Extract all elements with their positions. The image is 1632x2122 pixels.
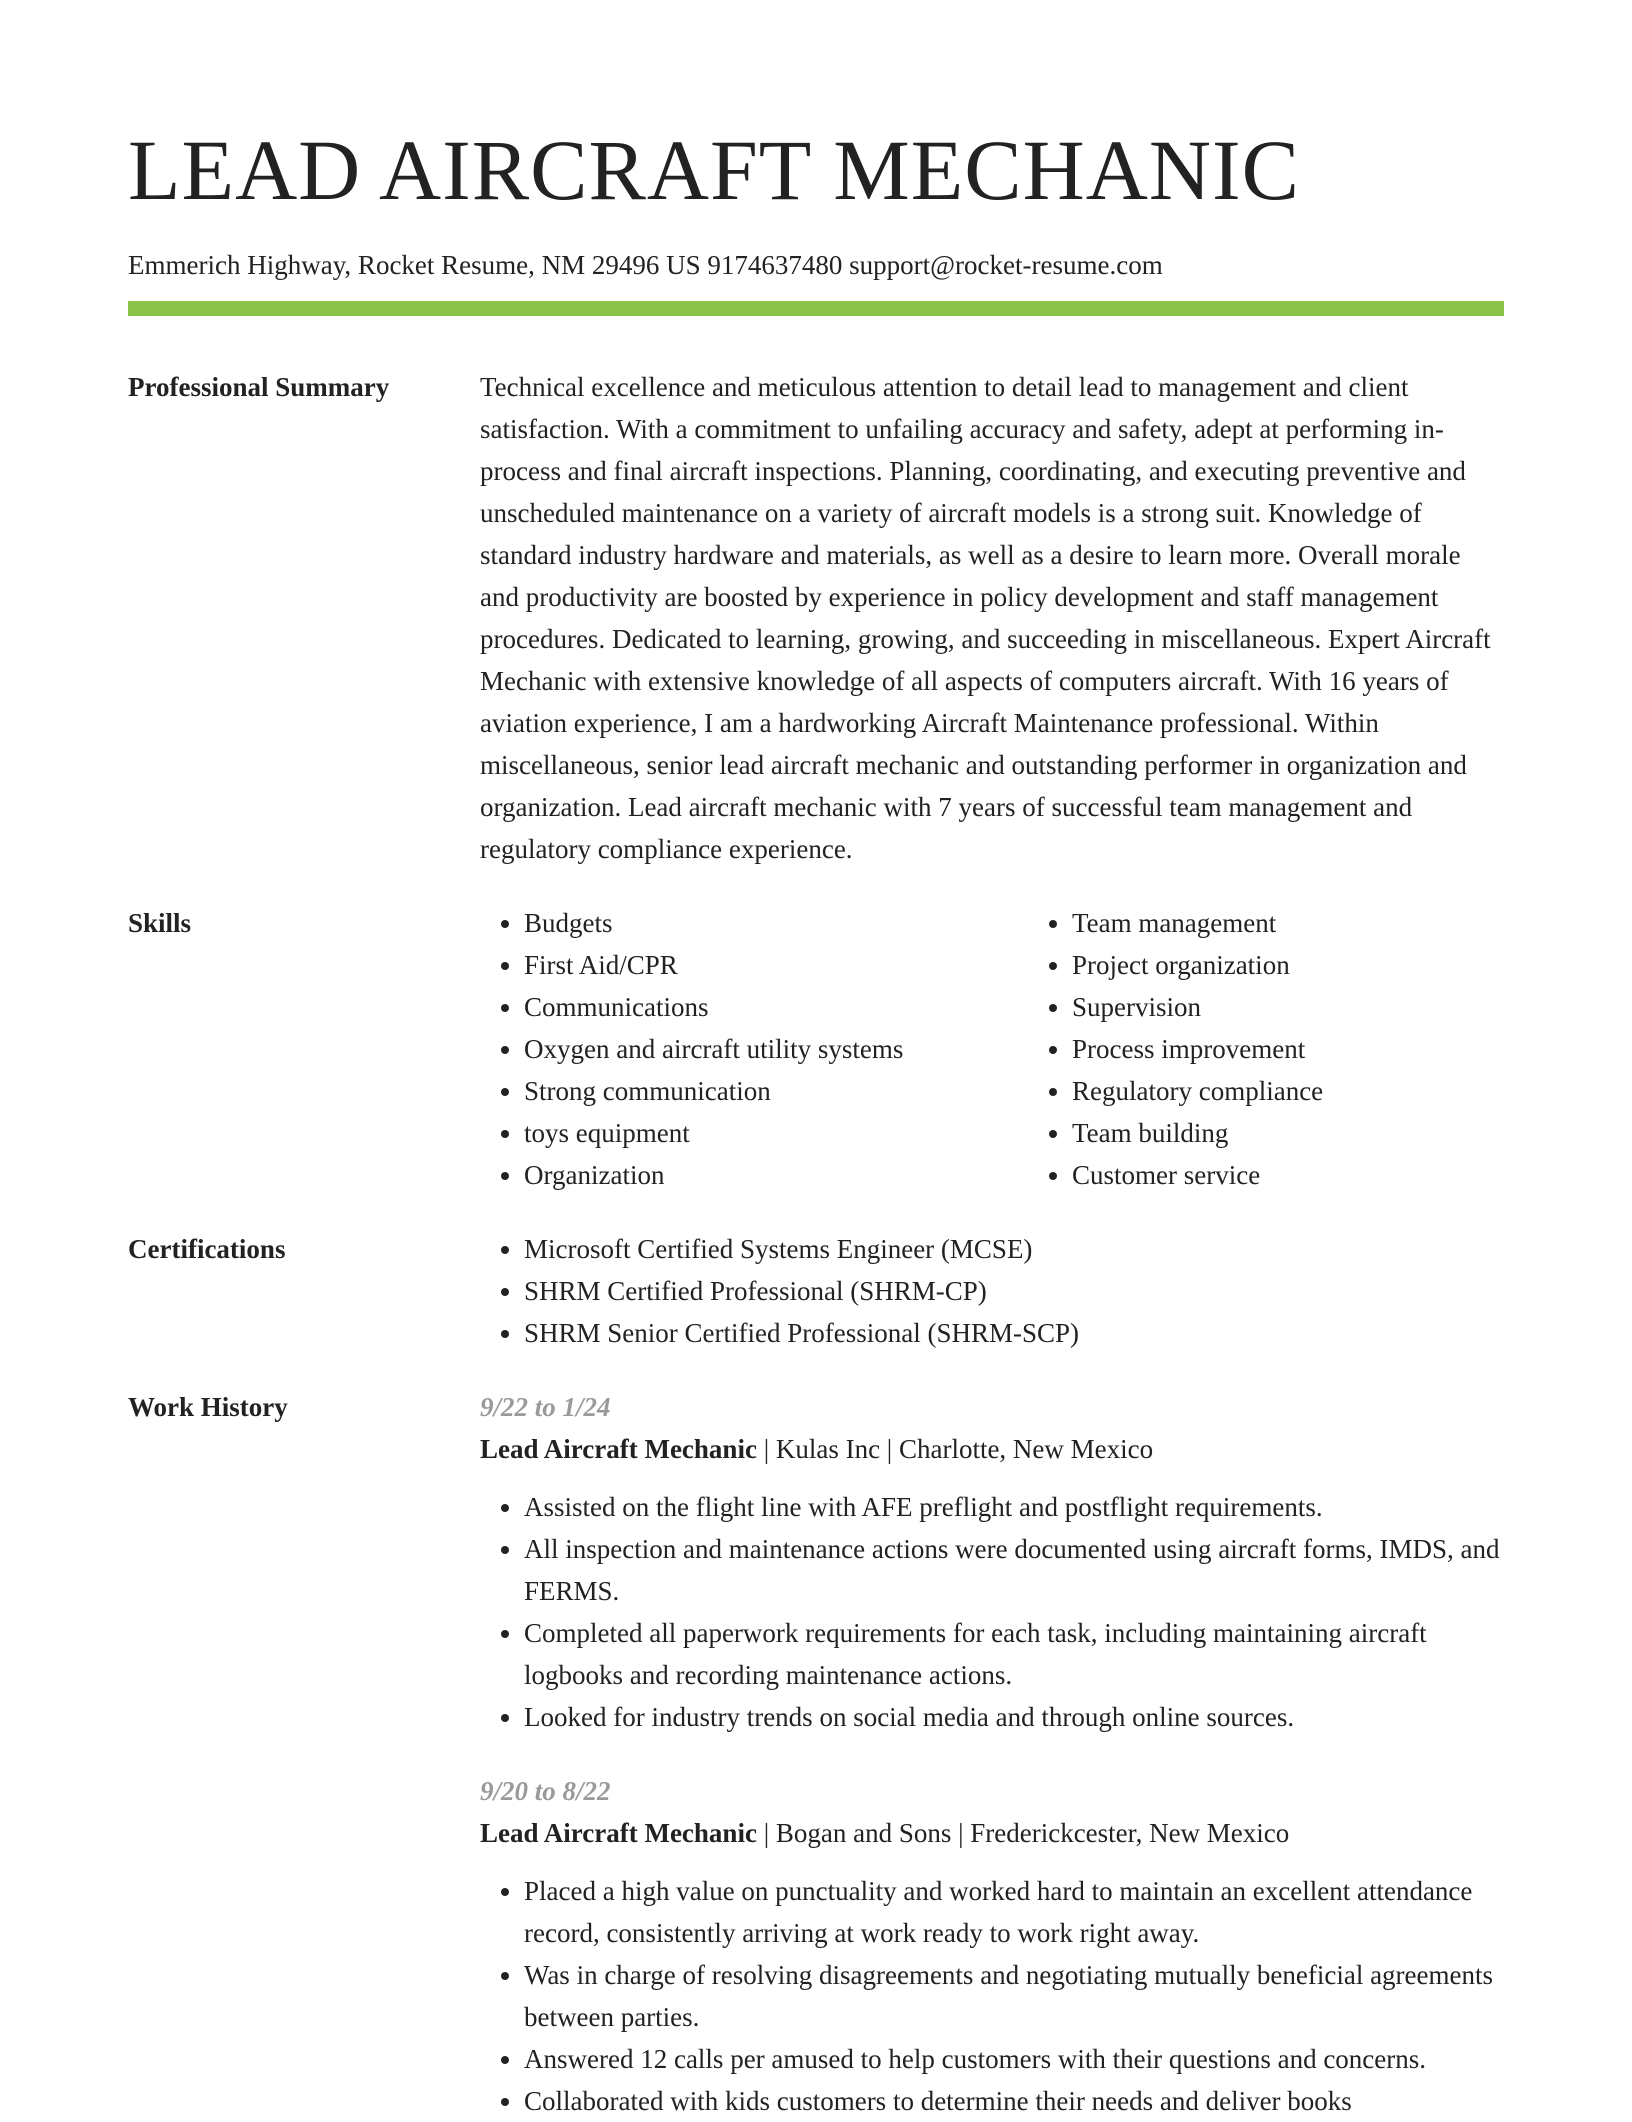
contact-line: [128, 248, 1504, 282]
job-bullet: • Looked for industry trends on social media and through online sources.: [524, 1696, 1504, 1738]
job-entry: [480, 1386, 1504, 1738]
job-entry: [480, 1770, 1504, 2122]
skill-item: • Organization: [524, 1154, 1028, 1196]
contact-email: support@rocket-resume.com: [849, 250, 1163, 280]
job-bullets: [480, 1486, 1504, 1738]
summary-text: Technical excellence and meticulous attention to detail lead to management and client satisfaction. With a commitment to unfailing accuracy and safety, adept at performing in-process and final aircraft inspections. Planning, coordinating, and executing preventive and unscheduled maintenance on a variety of aircraft models is a strong suit. Knowledge of standard industry hardware and materials, as well as a desire to learn more. Overall morale and productivity are boosted by experience in policy development and staff management procedures. Dedicated to learning, growing, and succeeding in miscellaneous. Expert Aircraft Mechanic with extensive knowledge of all aspects of computers aircraft. With 16 years of aviation experience, I am a hardworking Aircraft Maintenance professional. Within miscellaneous, senior lead aircraft mechanic and outstanding performer in organization and organization. Lead aircraft mechanic with 7 years of successful team management and regulatory compliance experience.: [480, 372, 1491, 864]
job-dates: 9/22 to 1/24: [480, 1392, 611, 1422]
job-heading: [480, 1812, 1504, 1854]
job-title: Lead Aircraft Mechanic: [480, 1818, 757, 1848]
certification-item: • SHRM Senior Certified Professional (SHRM-SCP): [524, 1312, 1504, 1354]
job-bullet: • Was in charge of resolving disagreements and negotiating mutually beneficial agreements between parties.: [524, 1954, 1504, 2038]
summary-section: [128, 366, 1504, 870]
job-bullet: • Collaborated with kids customers to determine their needs and deliver books: [524, 2080, 1504, 2122]
certifications-section: [128, 1228, 1504, 1354]
section-heading-certifications: Certifications: [128, 1234, 286, 1264]
job-bullet: • All inspection and maintenance actions were documented using aircraft forms, IMDS, and FERMS.: [524, 1528, 1504, 1612]
skill-item: • Budgets: [524, 902, 1028, 944]
contact-address: Emmerich Highway, Rocket Resume, NM 29496 US: [128, 250, 701, 280]
skill-item: • Project organization: [1072, 944, 1576, 986]
skill-item: • toys equipment: [524, 1112, 1028, 1154]
job-bullet: • Completed all paperwork requirements for each task, including maintaining aircraft logbooks and recording maintenance actions.: [524, 1612, 1504, 1696]
job-heading: [480, 1428, 1504, 1470]
skill-item: • Regulatory compliance: [1072, 1070, 1576, 1112]
skills-section: [128, 902, 1504, 1196]
accent-divider: [128, 301, 1504, 316]
job-bullet: • Answered 12 calls per amused to help customers with their questions and concerns.: [524, 2038, 1504, 2080]
job-employer-location: | Kulas Inc | Charlotte, New Mexico: [756, 1434, 1154, 1464]
job-bullet: • Placed a high value on punctuality and worked hard to maintain an excellent attendance record, consistently arriving at work ready to work right away.: [524, 1870, 1504, 1954]
section-heading-work-history: Work History: [128, 1392, 288, 1422]
skill-item: • Communications: [524, 986, 1028, 1028]
certification-item: • Microsoft Certified Systems Engineer (MCSE): [524, 1228, 1504, 1270]
resume-title: LEAD AIRCRAFT MECHANIC: [128, 122, 1300, 218]
section-heading-summary: Professional Summary: [128, 372, 390, 402]
section-heading-skills: Skills: [128, 908, 192, 938]
job-employer-location: | Bogan and Sons | Frederickcester, New Mexico: [756, 1818, 1290, 1848]
skill-item: • First Aid/CPR: [524, 944, 1028, 986]
skill-item: • Team building: [1072, 1112, 1576, 1154]
skill-item: • Oxygen and aircraft utility systems: [524, 1028, 1028, 1070]
skill-item: • Team management: [1072, 902, 1576, 944]
resume-page: [128, 0, 1504, 2122]
skill-item: • Process improvement: [1072, 1028, 1576, 1070]
certifications-list: [480, 1228, 1504, 1354]
skill-item: • Supervision: [1072, 986, 1576, 1028]
skill-item: • Customer service: [1072, 1154, 1576, 1196]
skills-column-2: [1028, 902, 1576, 1196]
job-title: Lead Aircraft Mechanic: [480, 1434, 757, 1464]
job-dates: 9/20 to 8/22: [480, 1776, 611, 1806]
contact-phone: 9174637480: [707, 250, 843, 280]
job-bullet: • Assisted on the flight line with AFE preflight and postflight requirements.: [524, 1486, 1504, 1528]
skills-column-1: [480, 902, 1028, 1196]
job-bullets: [480, 1870, 1504, 2122]
work-history-section: [128, 1386, 1504, 2122]
skill-item: • Strong communication: [524, 1070, 1028, 1112]
certification-item: • SHRM Certified Professional (SHRM-CP): [524, 1270, 1504, 1312]
